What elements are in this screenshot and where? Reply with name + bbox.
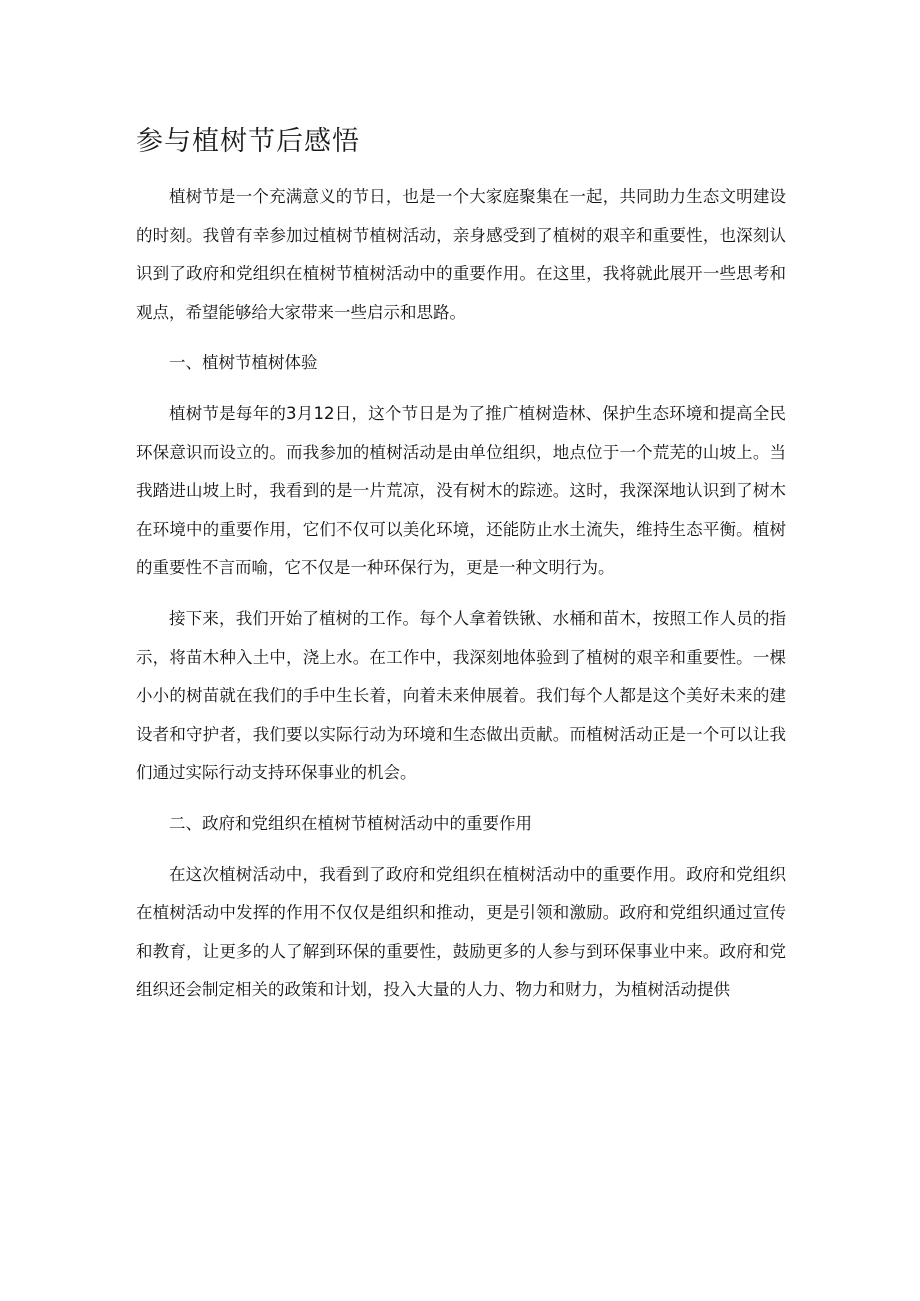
document-body	[136, 178, 786, 1022]
section-heading-2: 二、政府和党组织在植树节植树活动中的重要作用	[169, 813, 532, 833]
paragraph-intro: 植树节是一个充满意义的节日，也是一个大家庭聚集在一起，共同助力生态文明建设的时刻。我曾有幸参加过植树节植树活动，亲身感受到了植树的艰辛和重要性，也深刻认识到了政府和党组织在植树节植树活动中的重要作用。在这里，我将就此展开一些思考和观点，希望能够给大家带来一些启示和思路。	[136, 187, 786, 322]
section-heading-1: 一、植树节植树体验	[169, 353, 318, 373]
paragraph-tree-day: 植树节是每年的3月12日，这个节日是为了推广植树造林、保护生态环境和提高全民环保意识而设立的。而我参加的植树活动是由单位组织，地点位于一个荒芜的山坡上。当我踏进山坡上时，我看到的是一片荒凉，没有树木的踪迹。这时，我深深地认识到了树木在环境中的重要作用，它们不仅可以美化环境，还能防止水土流失，维持生态平衡。植树的重要性不言而喻，它不仅是一种环保行为，更是一种文明行为。	[136, 403, 786, 578]
paragraph-planting-work: 接下来，我们开始了植树的工作。每个人拿着铁锹、水桶和苗木，按照工作人员的指示，将苗木种入土中，浇上水。在工作中，我深刻地体验到了植树的艰辛和重要性。一棵小小的树苗就在我们的手中生长着，向着未来伸展着。我们每个人都是这个美好未来的建设者和守护者，我们要以实际行动为环境和生态做出贡献。而植树活动正是一个可以让我们通过实际行动支持环保事业的机会。	[136, 608, 786, 783]
paragraph-government-role: 在这次植树活动中，我看到了政府和党组织在植树活动中的重要作用。政府和党组织在植树活动中发挥的作用不仅仅是组织和推动，更是引领和激励。政府和党组织通过宣传和教育，让更多的人了解到环保的重要性，鼓励更多的人参与到环保事业中来。政府和党组织还会制定相关的政策和计划，投入大量的人力、物力和财力，为植树活动提供	[136, 864, 786, 1000]
document-title: 参与植树节后感悟	[136, 126, 360, 157]
